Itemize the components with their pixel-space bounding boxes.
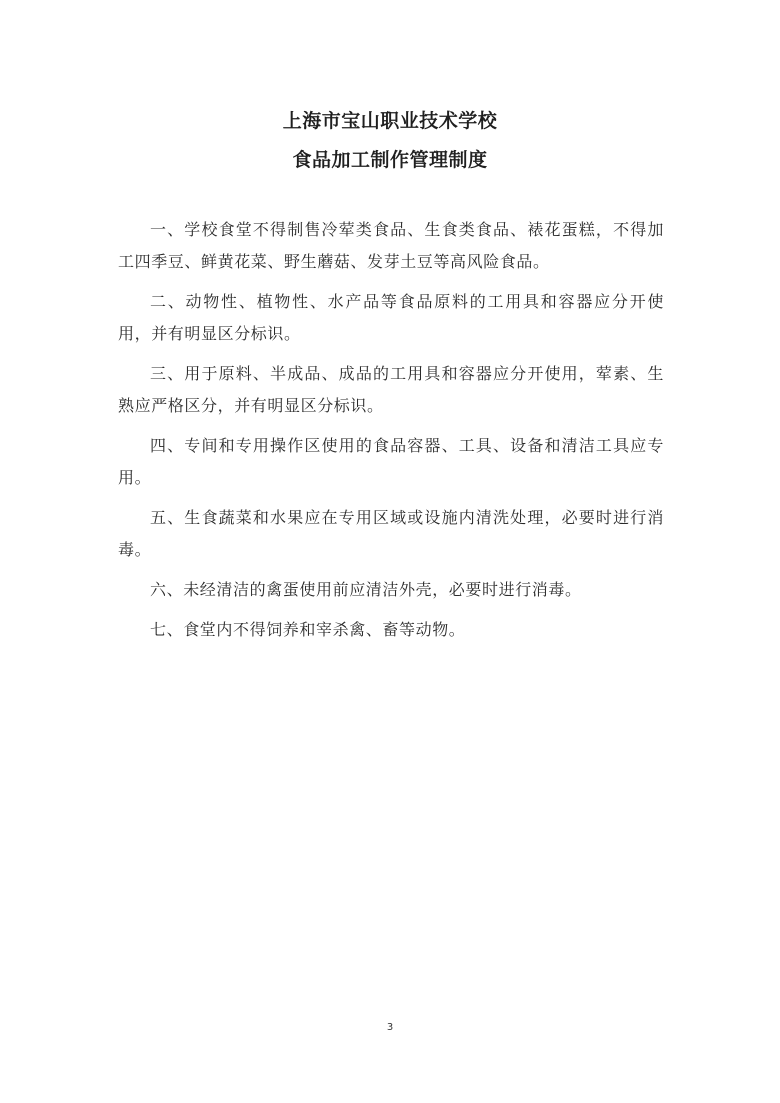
document-title-regulation: 食品加工制作管理制度: [292, 149, 488, 171]
paragraph-item-1: 一、学校食堂不得制售冷荤类食品、生食类食品、裱花蛋糕，不得加工四季豆、鲜黄花菜、野生蘑菇、发芽土豆等高风险食品。: [118, 220, 664, 271]
paragraph-item-6: 六、未经清洁的禽蛋使用前应清洁外壳，必要时进行消毒。: [150, 580, 582, 599]
paragraph-item-5: 五、生食蔬菜和水果应在专用区域或设施内清洗处理，必要时进行消毒。: [118, 508, 664, 559]
page-number: 3: [386, 1022, 394, 1033]
paragraph-item-2: 二、动物性、植物性、水产品等食品原料的工用具和容器应分开使用，并有明显区分标识。: [118, 292, 664, 343]
paragraph-item-3: 三、用于原料、半成品、成品的工用具和容器应分开使用，荤素、生熟应严格区分，并有明显区分标识。: [118, 364, 664, 415]
paragraph-item-4: 四、专间和专用操作区使用的食品容器、工具、设备和清洁工具应专用。: [118, 436, 664, 487]
document-body: [118, 214, 664, 654]
document-title-school: 上海市宝山职业技术学校: [282, 110, 498, 132]
paragraph-item-7: 七、食堂内不得饲养和宰杀禽、畜等动物。: [150, 620, 466, 639]
